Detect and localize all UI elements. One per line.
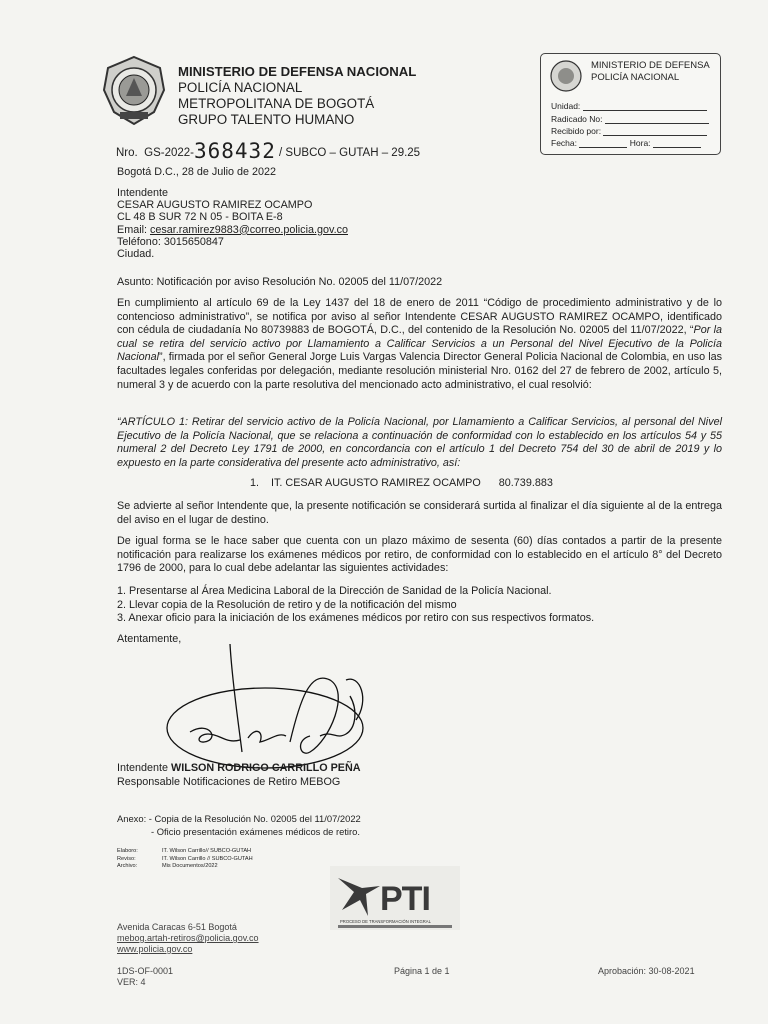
paragraph1-italic: Por la cual se retira del servicio activo por Llamamiento a Calificar Servicios a un Personal del Nivel Ejecutivo de la Policía Nacional (117, 324, 722, 364)
signer-role: Responsable Notificaciones de Retiro MEBOG (117, 775, 341, 788)
subject-line: Asunto: Notificación por aviso Resolución No. 02005 del 11/07/2022 (117, 276, 443, 288)
control-value: IT. Wilson Carrillo // SUBCO-GUTAH (162, 855, 253, 862)
recipient-rank: Intendente (117, 187, 169, 199)
email-label: Email: (117, 223, 147, 236)
stamp-title-police: POLICÍA NACIONAL (591, 72, 680, 83)
listed-person (250, 477, 650, 491)
handwritten-number: 368432 (193, 139, 276, 163)
footer-address: Avenida Caracas 6-51 Bogotá (117, 922, 237, 932)
paragraph1-part1: En cumplimiento al artículo 69 de la Ley 1437 del 18 de enero de 2011 “Código de procedimiento administrativo y de lo contencioso administrativo”, se notifica por aviso al señor Intendente CESAR AUGUSTO RAMIREZ OCAMPO, identificado con cédula de ciudadanía No 80739883 de BOGOTÁ, D.C., del contenido de la Resolución No. 02005 del 11/07/2022, “ (117, 297, 722, 337)
stamp-fecha-label: Fecha: (551, 138, 577, 148)
form-code: 1DS-OF-0001 (117, 966, 174, 976)
closing: Atentamente, (117, 633, 182, 645)
logo-subtitle: PROCESO DE TRANSFORMACIÓN INTEGRAL (340, 919, 431, 924)
reference-code: GS-2022- (144, 147, 194, 159)
annex-line1: Anexo: - Copia de la Resolución No. 02005 del 11/07/2022 (117, 813, 361, 824)
annex-block (117, 812, 722, 838)
police-seal-icon (98, 54, 170, 126)
control-label: Archivo: (117, 863, 138, 869)
control-value: Mis Documentos/2022 (162, 863, 218, 869)
table-row (117, 848, 317, 856)
paragraph1-part2: ”, firmada por el señor General Jorge Luis Vargas Valencia Director General Policia Nacional de Colombia, en uso las facultades legales conferidas por delegación, mediante resolución ministerial Nro. 0162 del 27 de febrero de 2002, artículo 5, numeral 3 y de acuerdo con la parte resolutiva del mencionado acto administrativo, el cual resolvió: (117, 351, 722, 391)
form-version: VER: 4 (117, 977, 146, 987)
recipient-address: CL 48 B SUR 72 N 05 - BOITA E-8 (117, 211, 283, 224)
recipient-name: CESAR AUGUSTO RAMIREZ OCAMPO (117, 199, 313, 212)
reference-suffix: / SUBCO – GUTAH – 29.25 (279, 147, 421, 159)
stamp-radicado-label: Radicado No: (551, 114, 603, 124)
recipient-phone: Teléfono: 3015650847 (117, 235, 224, 248)
table-row (117, 856, 317, 864)
activities-list (117, 585, 722, 626)
date-line: Bogotá D.C., 28 de Julio de 2022 (117, 166, 277, 178)
signer-block (117, 762, 722, 789)
control-label: Elaboro: (117, 848, 138, 854)
pti-logo (330, 866, 460, 930)
table-row (117, 863, 317, 871)
letterhead (178, 64, 416, 128)
page-number: Página 1 de 1 (394, 966, 450, 976)
article-quote: “ARTÍCULO 1: Retirar del servicio activo de la Policía Nacional, por Llamamiento a Calificar Servicios, al personal del Nivel Ejecutivo de la Policía Nacional, que se relaciona a continuación de conformidad con lo establecido en los artículos 54 y 55 numeral 2 del Decreto Ley 1791 de 2000, en concordancia con el artículo 1 del Decreto 754 del 30 de abril de 2019 y lo expuesto en la parte considerativa del presente acto administrativo, así: (117, 416, 722, 469)
control-block (117, 848, 317, 871)
signer-name: WILSON RODRIGO CARRILLO PEÑA (171, 762, 361, 774)
paragraph-notification (117, 297, 722, 392)
list-item: 2. Llevar copia de la Resolución de retiro y de la notificación del mismo (117, 598, 457, 611)
police-name: POLICÍA NACIONAL (178, 80, 303, 95)
recipient-city: Ciudad. (117, 248, 155, 261)
control-label: Reviso: (117, 855, 136, 862)
reference-number (116, 137, 420, 161)
listed-person-id: 80.739.883 (498, 477, 553, 489)
group-name: GRUPO TALENTO HUMANO (178, 112, 355, 127)
stamp-seal-icon (549, 59, 583, 93)
approval-date: Aprobación: 30-08-2021 (598, 966, 695, 976)
logo-text: PTI (380, 880, 430, 918)
footer-form-info (117, 966, 173, 988)
handwritten-signature (160, 640, 410, 780)
listed-person-name: IT. CESAR AUGUSTO RAMIREZ OCAMPO (271, 477, 481, 489)
footer-email-link[interactable]: mebog.artah-retiros@policia.gov.co (117, 933, 259, 943)
stamp-title-ministry: MINISTERIO DE DEFENSA (591, 60, 710, 71)
metropolitan-name: METROPOLITANA DE BOGOTÁ (178, 96, 375, 111)
recipient-block (117, 187, 722, 260)
footer-contact (117, 922, 259, 955)
listed-person-number: 1. (250, 477, 260, 489)
recipient-email-link[interactable]: cesar.ramirez9883@correo.policia.gov.co (150, 223, 348, 236)
control-value: IT. Wilson Carrillo// SUBCO-GUTAH (162, 848, 252, 854)
paragraph-notice: Se advierte al señor Intendente que, la presente notificación se considerará surtida al finalizar el día siguiente al de la entrega del aviso en el lugar de destino. (117, 500, 722, 526)
footer-website-link[interactable]: www.policia.gov.co (117, 944, 193, 954)
list-item: 3. Anexar oficio para la iniciación de los exámenes médicos por retiro con sus respectivos formatos. (117, 612, 595, 625)
stamp-hora-label: Hora: (629, 138, 651, 148)
stamp-recibido-label: Recibido por: (551, 126, 602, 136)
list-item: 1. Presentarse al Área Medicina Laboral de la Dirección de Sanidad de la Policía Nacional. (117, 585, 552, 597)
stamp-unidad-label: Unidad: (551, 101, 581, 111)
ministry-name: MINISTERIO DE DEFENSA NACIONAL (178, 64, 417, 79)
paragraph-deadline: De igual forma se le hace saber que cuenta con un plazo máximo de sesenta (60) días contados a partir de la presente notificación para realizarse los exámenes médicos por retiro, de conformidad con lo establecido en el artículo 8° del Decreto 1796 de 2000, para lo cual debe adelantar las siguientes actividades: (117, 535, 722, 575)
signer-rank: Intendente (117, 762, 169, 774)
reference-prefix: Nro. (116, 147, 138, 159)
reception-stamp (540, 53, 721, 155)
annex-line2: - Oficio presentación exámenes médicos de retiro. (151, 826, 360, 837)
